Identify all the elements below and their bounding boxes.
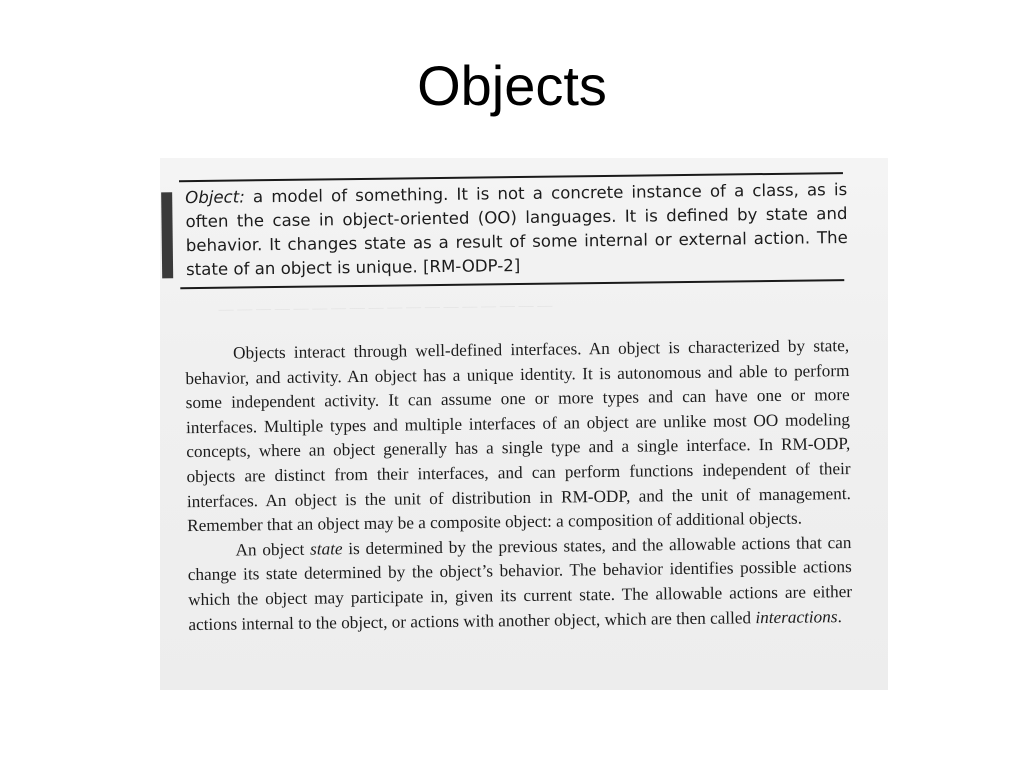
scanned-page-image (160, 158, 888, 690)
definition-term: Object: (185, 187, 245, 208)
scanned-page-content (160, 158, 888, 690)
definition-box (185, 178, 848, 282)
paragraph-2-emphasis-state: state (309, 538, 343, 559)
slide-title: Objects (417, 54, 607, 117)
bleed-through-texture: — — — — — — — — — — — — — — — — — — (218, 297, 553, 318)
paragraph-2-before: An object (235, 539, 311, 560)
paragraph-2-middle: is determined by the previous states, and the allowable actions that can change its state determined by the object’s behavior. The behavior identifies possible actions which the object may participate in, given its current state. The allowable actions are either actions internal to the object, or actions with another object, which are then called (187, 532, 853, 634)
body-text (185, 334, 853, 637)
paragraph-2-after: . (837, 606, 842, 626)
paragraph-2 (187, 531, 852, 637)
definition-marker-bar (161, 192, 173, 278)
paragraph-1: Objects interact through well-defined interfaces. An object is characterized by state, behavior, and activity. An object has a unique identity. It is autonomous and able to perform some independent activity. It can assume one or more types and can have one or more interfaces. Multiple types and multiple interfaces of an object are unlike most OO modeling concepts, where an object generally has a single type and a single interface. In RM-ODP, objects are distinct from their interfaces, and can perform functions independent of their interfaces. An object is the unit of distribution in RM-ODP, and the unit of management. Remember that an object may be a composite object: a composition of additional objects. (185, 336, 851, 536)
paragraph-2-emphasis-interactions: interactions (755, 606, 838, 627)
definition-text: a model of something. It is not a concrete instance of a class, as is often the case in object-oriented (OO) languages. It is defined by state and behavior. It changes state as a result of some internal or external action. The state of an object is unique. [RM-ODP-2] (185, 180, 848, 280)
